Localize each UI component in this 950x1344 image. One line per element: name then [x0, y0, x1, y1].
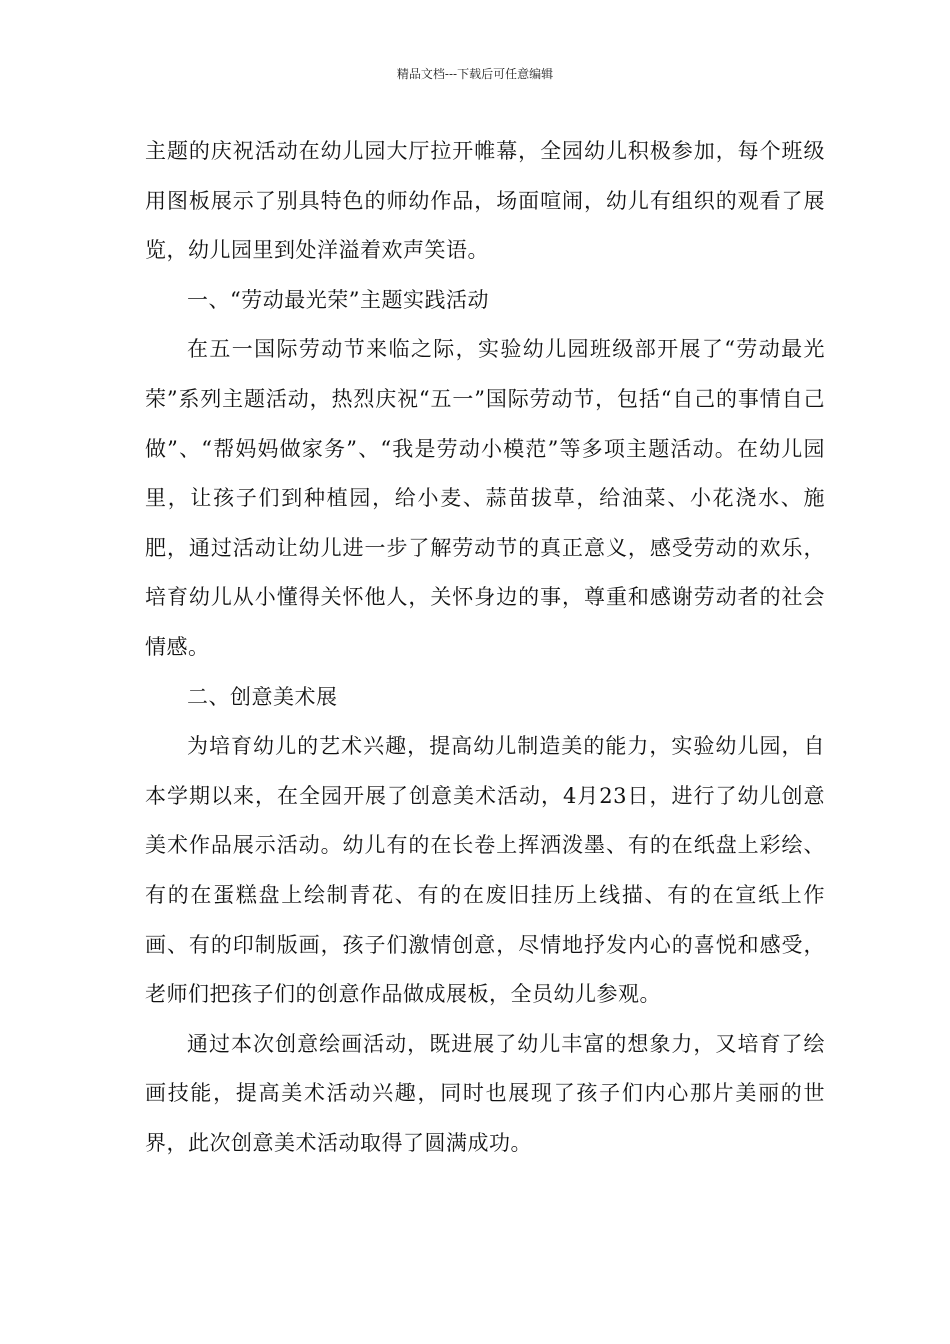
paragraph-1: 主题的庆祝活动在幼儿园大厅拉开帷幕，全园幼儿积极参加，每个班级用图板展示了别具特色的师幼作品，场面喧闹，幼儿有组织的观看了展览，幼儿园里到处洋溢着欢声笑语。 — [145, 139, 825, 263]
document-body — [145, 127, 825, 1168]
paragraph-labor-activities: 在五一国际劳动节来临之际，实验幼儿园班级部开展了“劳动最光荣”系列主题活动，热烈庆祝“五一”国际劳动节，包括“自己的事情自己做”、“帮妈妈做家务”、“我是劳动小模范”等多项主题活动。在幼儿园里，让孩子们到种植园，给小麦、蒜苗拔草，给油菜、小花浇水、施肥，通过活动让幼儿进一步了解劳动节的真正意义，感受劳动的欢乐，培育幼儿从小懂得关怀他人，关怀身边的事，尊重和感谢劳动者的社会情感。 — [145, 337, 825, 659]
paragraph-conclusion: 通过本次创意绘画活动，既进展了幼儿丰富的想象力，又培育了绘画技能，提高美术活动兴趣，同时也展现了孩子们内心那片美丽的世界，此次创意美术活动取得了圆满成功。 — [145, 1031, 825, 1155]
paragraph-art-exhibition: 为培育幼儿的艺术兴趣，提高幼儿制造美的能力，实验幼儿园，自本学期以来，在全园开展了创意美术活动，4月23日，进行了幼儿创意美术作品展示活动。幼儿有的在长卷上挥洒泼墨、有的在纸盘上彩绘、有的在蛋糕盘上绘制青花、有的在废旧挂历上线描、有的在宣纸上作画、有的印制版画，孩子们激情创意，尽情地抒发内心的喜悦和感受，老师们把孩子们的创意作品做成展板，全员幼儿参观。 — [145, 734, 825, 1007]
section-heading-art: 二、创意美术展 — [187, 684, 338, 709]
page-header: 精品文档---下载后可任意编辑 — [396, 67, 554, 81]
section-heading-labor: 一、“劳动最光荣”主题实践活动 — [187, 287, 489, 312]
